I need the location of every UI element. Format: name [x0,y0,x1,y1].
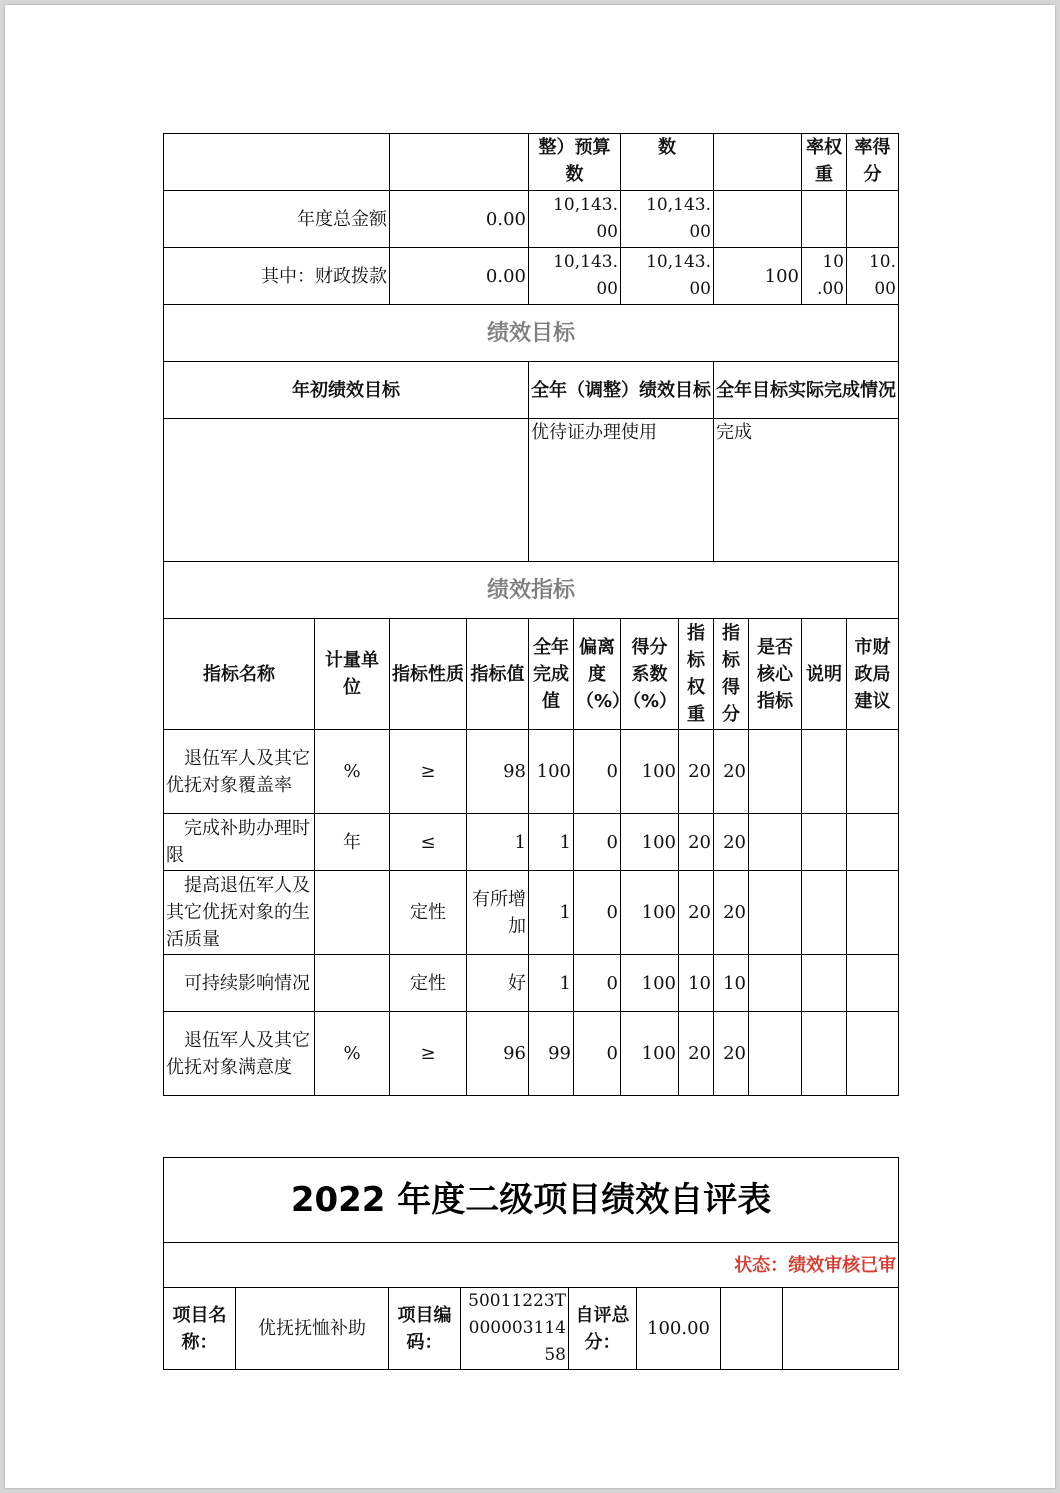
indicator-unit: % [315,730,390,814]
indicator-deviation: 0 [574,814,621,871]
indicator-unit: % [315,1012,390,1096]
indicator-score: 10 [714,955,749,1012]
document-page [5,5,1055,1488]
project-name-value: 优抚抚恤补助 [236,1288,389,1370]
indicator-header-cell: 全年完成值 [529,619,574,730]
project-code-value: 50011223T00000311458 [461,1288,569,1370]
indicator-core [749,814,802,871]
indicator-nature: ≥ [390,1012,467,1096]
indicator-weight: 20 [679,814,714,871]
indicator-target: 有所增加 [467,871,529,955]
indicator-deviation: 0 [574,871,621,955]
indicator-weight: 20 [679,730,714,814]
form-status-row [164,1243,899,1288]
indicator-done: 99 [529,1012,574,1096]
budget-cell: 10,143. 00 [621,191,714,248]
indicators-header-row [164,619,899,730]
indicator-name: 可持续影响情况 [164,955,315,1012]
indicator-unit [315,871,390,955]
budget-row [164,248,899,305]
budget-header-cell: 整）预算数 [529,134,621,191]
empty-cell [721,1288,783,1370]
budget-cell: 10,143. 00 [529,248,621,305]
indicator-target: 1 [467,814,529,871]
indicator-score: 20 [714,1012,749,1096]
budget-cell: 100 [714,248,802,305]
indicator-header-cell: 指标权重 [679,619,714,730]
budget-cell: 10 .00 [802,248,847,305]
budget-cell: 10,143. 00 [529,191,621,248]
indicator-target: 好 [467,955,529,1012]
form-title: 2022 年度二级项目绩效自评表 [164,1158,899,1243]
indicator-unit [315,955,390,1012]
indicator-header-cell: 计量单位 [315,619,390,730]
budget-cell [802,191,847,248]
budget-row-label: 年度总金额 [164,191,390,248]
indicator-row [164,814,899,871]
indicator-row [164,1012,899,1096]
indicator-header-cell: 得分系数（%） [621,619,679,730]
budget-cell: 10,143. 00 [621,248,714,305]
self-evaluation-form [163,1157,899,1370]
indicator-done: 100 [529,730,574,814]
form-info-row [164,1288,899,1370]
goals-header-actual: 全年目标实际完成情况 [714,362,899,419]
indicator-done: 1 [529,814,574,871]
indicator-advice [847,814,899,871]
indicator-name: 退伍军人及其它优抚对象覆盖率 [164,730,315,814]
empty-cell [783,1288,899,1370]
indicator-core [749,730,802,814]
indicator-header-cell: 说明 [802,619,847,730]
project-code-label: 项目编码： [389,1288,461,1370]
budget-row-label: 其中：财政拨款 [164,248,390,305]
budget-row [164,191,899,248]
indicator-name: 提高退伍军人及其它优抚对象的生活质量 [164,871,315,955]
budget-header-cell [164,134,390,191]
goals-section-title: 绩效目标 [164,305,899,362]
indicator-note [802,814,847,871]
indicator-advice [847,730,899,814]
budget-cell [714,191,802,248]
indicator-header-cell: 指标性质 [390,619,467,730]
indicator-target: 98 [467,730,529,814]
indicator-nature: 定性 [390,871,467,955]
indicator-deviation: 0 [574,955,621,1012]
status-text: 状态：绩效审核已审 [164,1243,899,1288]
indicator-coefficient: 100 [621,871,679,955]
goals-adjusted-value: 优待证办理使用 [529,419,714,562]
budget-cell [847,191,899,248]
indicator-score: 20 [714,871,749,955]
indicator-header-cell: 指标名称 [164,619,315,730]
performance-table [163,133,899,1096]
indicator-coefficient: 100 [621,730,679,814]
goals-initial-value [164,419,529,562]
indicator-core [749,871,802,955]
indicator-header-cell: 偏离度（%） [574,619,621,730]
budget-header-cell: 率得 分 [847,134,899,191]
indicator-header-cell: 市财政局建议 [847,619,899,730]
score-value: 100.00 [637,1288,721,1370]
indicator-advice [847,871,899,955]
indicator-weight: 20 [679,1012,714,1096]
indicator-nature: 定性 [390,955,467,1012]
indicators-section-row [164,562,899,619]
goals-content-row [164,419,899,562]
project-name-label: 项目名称： [164,1288,236,1370]
goals-header-initial: 年初绩效目标 [164,362,529,419]
indicator-row [164,871,899,955]
budget-cell: 10. 00 [847,248,899,305]
indicator-weight: 20 [679,871,714,955]
indicator-coefficient: 100 [621,1012,679,1096]
indicator-done: 1 [529,955,574,1012]
indicator-done: 1 [529,871,574,955]
indicator-header-cell: 指标得分 [714,619,749,730]
indicator-header-cell: 指标值 [467,619,529,730]
indicator-target: 96 [467,1012,529,1096]
indicator-header-cell: 是否核心指标 [749,619,802,730]
indicator-note [802,730,847,814]
indicator-nature: ≤ [390,814,467,871]
indicator-core [749,1012,802,1096]
indicator-nature: ≥ [390,730,467,814]
indicator-score: 20 [714,730,749,814]
budget-cell: 0.00 [390,248,529,305]
indicator-unit: 年 [315,814,390,871]
indicator-coefficient: 100 [621,955,679,1012]
budget-cell: 0.00 [390,191,529,248]
indicator-score: 20 [714,814,749,871]
indicator-note [802,955,847,1012]
budget-header-cell: 率权 重 [802,134,847,191]
score-label: 自评总分： [569,1288,637,1370]
budget-header-cell [390,134,529,191]
indicator-row [164,955,899,1012]
indicator-note [802,1012,847,1096]
indicator-advice [847,955,899,1012]
indicator-name: 完成补助办理时限 [164,814,315,871]
indicator-deviation: 0 [574,1012,621,1096]
budget-header-cell [714,134,802,191]
goals-section-row [164,305,899,362]
indicator-deviation: 0 [574,730,621,814]
indicators-section-title: 绩效指标 [164,562,899,619]
budget-header-row [164,134,899,191]
goals-header-row [164,362,899,419]
budget-header-cell: 数 [621,134,714,191]
goals-actual-value: 完成 [714,419,899,562]
indicator-weight: 10 [679,955,714,1012]
indicator-name: 退伍军人及其它优抚对象满意度 [164,1012,315,1096]
form-title-row [164,1158,899,1243]
goals-header-adjusted: 全年（调整）绩效目标 [529,362,714,419]
indicator-coefficient: 100 [621,814,679,871]
indicator-note [802,871,847,955]
indicator-row [164,730,899,814]
indicator-core [749,955,802,1012]
indicator-advice [847,1012,899,1096]
